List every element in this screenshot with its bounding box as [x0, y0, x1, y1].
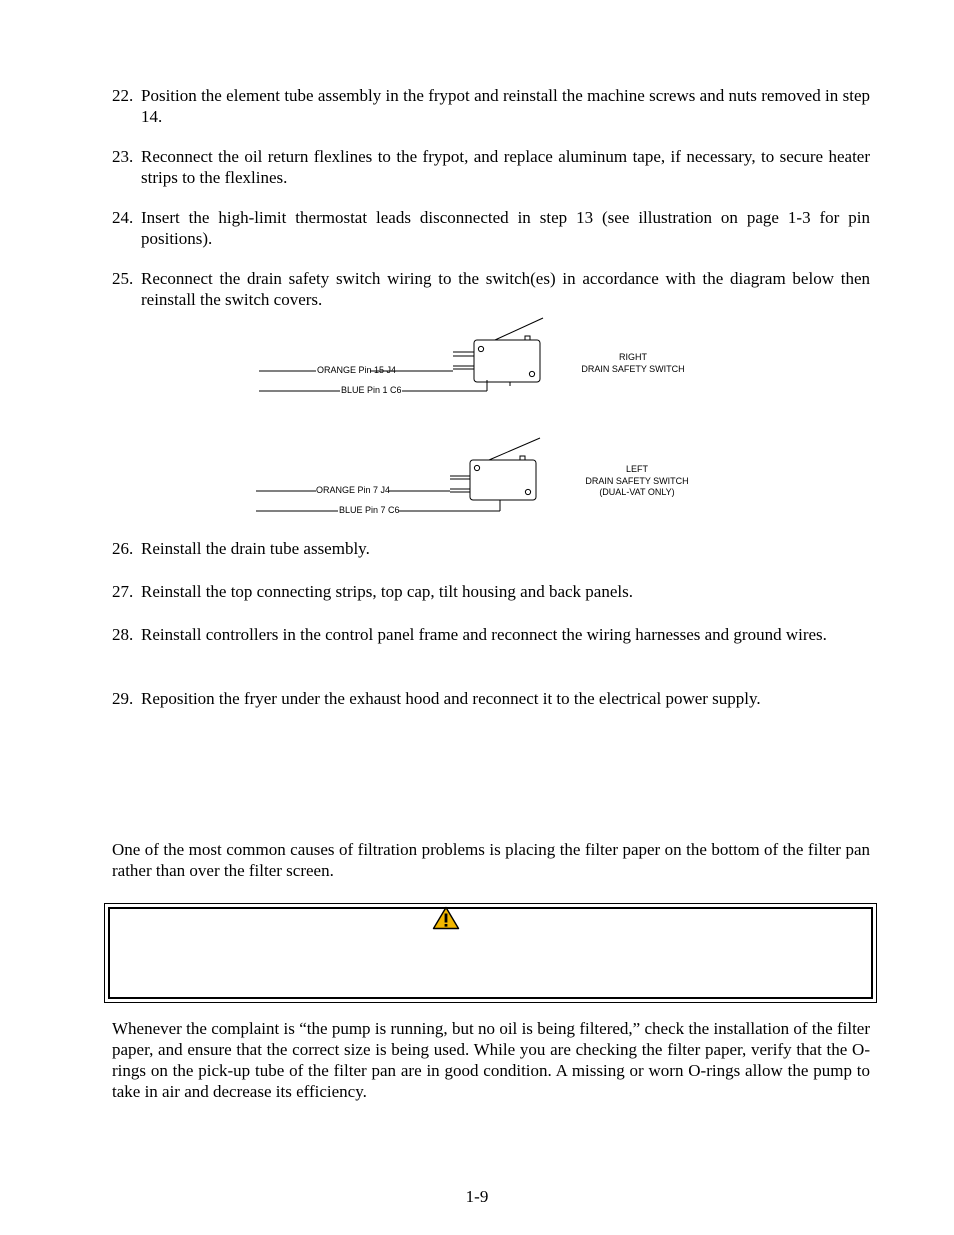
right-switch-title-line1: RIGHT: [619, 352, 647, 362]
step-number: 22.: [112, 86, 134, 105]
step-text: Insert the high-limit thermostat leads disconnected in step 13 (see illustration on page 1-3 for pin positions).: [141, 208, 870, 248]
warning-box-inner-border: [108, 907, 873, 999]
left-switch-title-line3: (DUAL-VAT ONLY): [599, 487, 675, 497]
step-number: 29.: [112, 689, 134, 708]
step-text: Position the element tube assembly in the frypot and reinstall the machine screws and nuts removed in step 14.: [141, 86, 870, 126]
warning-triangle-icon: [432, 906, 460, 930]
step-number: 27.: [112, 582, 134, 601]
step-number: 24.: [112, 208, 134, 227]
right-switch-drawing: [453, 318, 543, 391]
step-27: [112, 581, 870, 602]
step-28: [112, 624, 870, 645]
complaint-paragraph: Whenever the complaint is “the pump is running, but no oil is being filtered,” check the installation of the filter paper, and ensure that the correct size is being used. While you are checking the filter paper, verify that the O-rings on the pick-up tube of the filter pan are in good condition. A missing or worn O-rings allow the pump to take in air and decrease its efficiency.: [112, 1019, 870, 1101]
step-text: Reconnect the oil return flexlines to the frypot, and replace aluminum tape, if necessary, to secure heater strips to the flexlines.: [141, 147, 870, 187]
drain-switch-wiring-diagram: [0, 0, 954, 540]
step-text: Reinstall controllers in the control panel frame and reconnect the wiring harnesses and ground wires.: [141, 625, 827, 644]
step-number: 25.: [112, 269, 134, 288]
right-switch-title: [578, 352, 688, 375]
right-orange-wire-label: ORANGE Pin 15 J4: [317, 365, 397, 375]
step-number: 23.: [112, 147, 134, 166]
left-switch-title-line1: LEFT: [625, 464, 648, 474]
warning-box: [104, 903, 877, 1003]
step-number: 26.: [112, 539, 134, 558]
filter-intro-paragraph: One of the most common causes of filtration problems is placing the filter paper on the bottom of the filter pan rather than over the filter screen.: [112, 840, 870, 880]
left-switch-drawing: [450, 438, 540, 511]
left-orange-wire-label: ORANGE Pin 7 J4: [316, 485, 391, 495]
page-number: 1-9: [465, 1187, 489, 1206]
step-text: Reconnect the drain safety switch wiring to the switch(es) in accordance with the diagram below then reinstall the switch covers.: [141, 269, 870, 309]
left-blue-wire-label: BLUE Pin 7 C6: [339, 505, 400, 515]
step-number: 28.: [112, 625, 134, 644]
step-text: Reinstall the drain tube assembly.: [141, 539, 370, 558]
left-switch-title: [582, 464, 692, 499]
step-text: Reposition the fryer under the exhaust hood and reconnect it to the electrical power supply.: [141, 689, 761, 708]
step-29: [112, 688, 870, 709]
right-switch-title-line2: DRAIN SAFETY SWITCH: [581, 363, 685, 374]
left-switch-title-line2: DRAIN SAFETY SWITCH: [585, 475, 689, 486]
right-blue-wire-label: BLUE Pin 1 C6: [341, 385, 402, 395]
step-26: [112, 538, 870, 559]
step-text: Reinstall the top connecting strips, top cap, tilt housing and back panels.: [141, 582, 633, 601]
